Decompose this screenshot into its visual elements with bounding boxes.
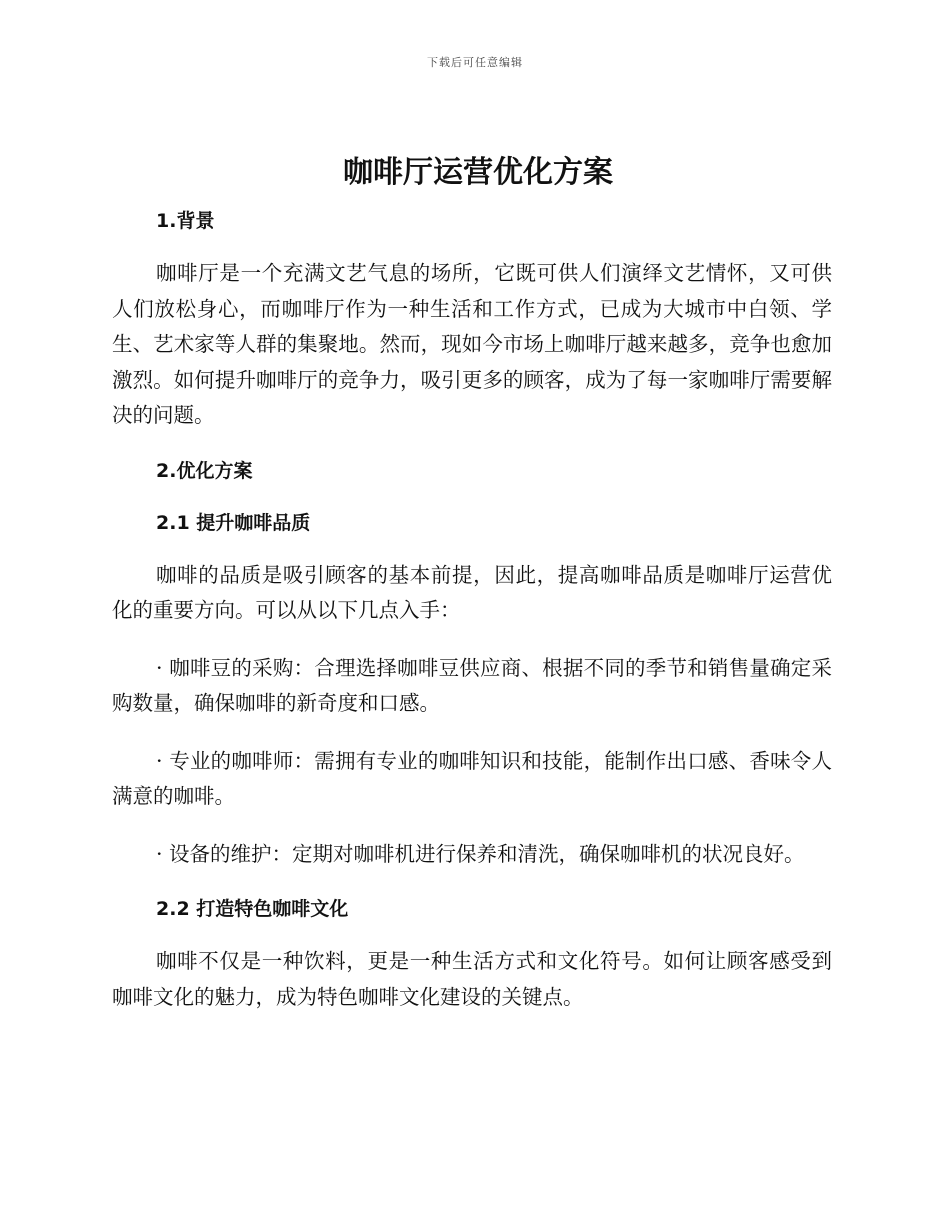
section-heading-background: 1.背景: [156, 210, 215, 232]
document-body: [112, 150, 832, 1015]
subsection-heading-culture: 2.2 打造特色咖啡文化: [156, 898, 349, 920]
subsection-heading-quality: 2.1 提升咖啡品质: [156, 511, 311, 534]
background-paragraph: 咖啡厅是一个充满文艺气息的场所，它既可供人们演绎文艺情怀，又可供人们放松身心，而咖啡厅作为一种生活和工作方式，已成为大城市中白领、学生、艺术家等人群的集聚地。然而，现如今市场上咖啡厅越来越多，竞争也愈加激烈。如何提升咖啡厅的竞争力，吸引更多的顾客，成为了每一家咖啡厅需要解决的问题。: [112, 261, 832, 427]
culture-paragraph: 咖啡不仅是一种饮料，更是一种生活方式和文化符号。如何让顾客感受到咖啡文化的魅力，成为特色咖啡文化建设的关键点。: [112, 949, 832, 1009]
section-heading-plan: 2.优化方案: [156, 459, 253, 482]
document-title: 咖啡厅运营优化方案: [343, 155, 613, 190]
header-note: 下载后可任意编辑: [427, 56, 523, 69]
quality-paragraph: 咖啡的品质是吸引顾客的基本前提，因此，提高咖啡品质是咖啡厅运营优化的重要方向。可以从以下几点入手：: [112, 562, 832, 622]
bullet-equipment: · 设备的维护：定期对咖啡机进行保养和清洗，确保咖啡机的状况良好。: [156, 841, 805, 866]
bullet-barista: · 专业的咖啡师：需拥有专业的咖啡知识和技能，能制作出口感、香味令人满意的咖啡。: [112, 748, 832, 808]
bullet-coffee-beans: · 咖啡豆的采购：合理选择咖啡豆供应商、根据不同的季节和销售量确定采购数量，确保咖啡的新奇度和口感。: [112, 655, 832, 715]
